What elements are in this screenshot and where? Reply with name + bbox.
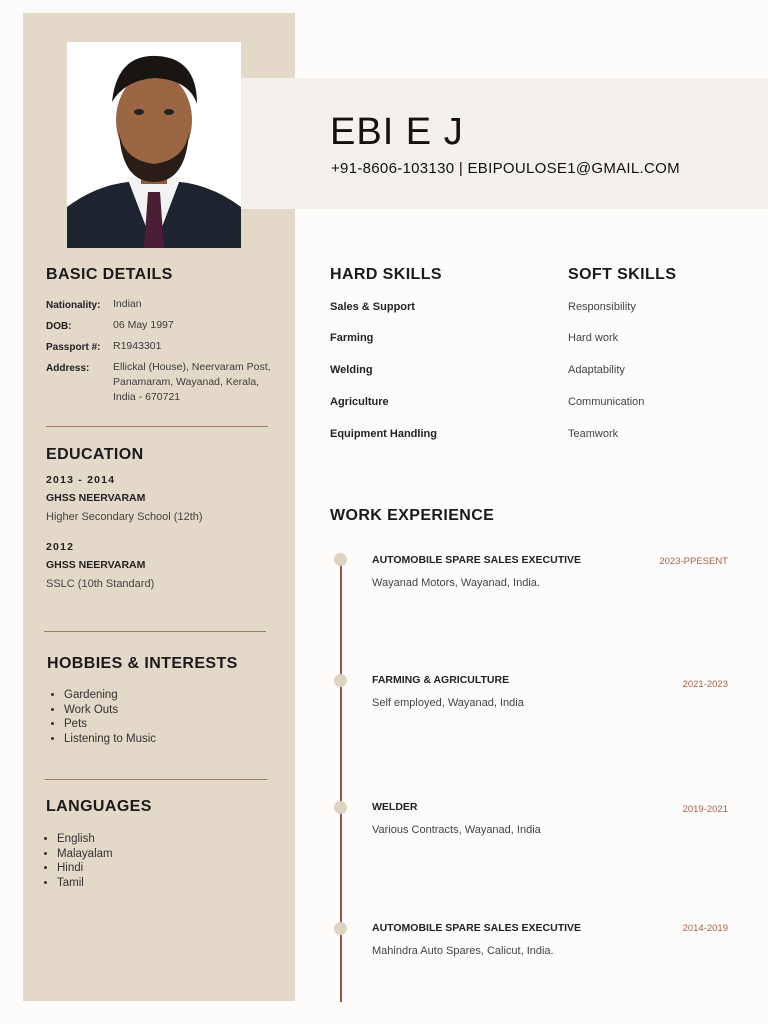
timeline-dot xyxy=(334,922,347,935)
soft-skill-item: Communication xyxy=(568,396,645,408)
education-desc: Higher Secondary School (12th) xyxy=(46,511,203,523)
basic-details-heading: BASIC DETAILS xyxy=(46,266,173,283)
soft-skill-item: Hard work xyxy=(568,332,619,344)
job-date: 2023-PPESENT xyxy=(659,556,728,567)
divider xyxy=(45,779,267,780)
education-year: 2012 xyxy=(46,541,75,553)
address-value: Ellickal (House), Neervaram Post, Panamaram, Wayanad, Kerala, India - 670721 xyxy=(113,361,271,403)
hard-skill-item: Agriculture xyxy=(330,396,389,408)
soft-skill-item: Teamwork xyxy=(568,428,619,440)
education-school: GHSS NEERVARAM xyxy=(46,559,146,571)
passport-value: R1943301 xyxy=(113,340,162,352)
timeline-dot xyxy=(334,801,347,814)
job-title: AUTOMOBILE SPARE SALES EXECUTIVE xyxy=(372,922,582,934)
list-item: • Pets xyxy=(64,717,156,732)
hard-skill-item: Equipment Handling xyxy=(330,428,437,440)
soft-skill-item: Responsibility xyxy=(568,301,636,313)
hobbies-heading: HOBBIES & INTERESTS xyxy=(47,655,238,672)
profile-photo-icon xyxy=(67,42,241,248)
profile-photo xyxy=(67,42,241,248)
nationality-value: Indian xyxy=(113,298,142,310)
list-item: • Gardening xyxy=(64,688,156,703)
job-place: Mahindra Auto Spares, Calicut, India. xyxy=(372,945,554,957)
hobbies-list xyxy=(46,688,156,746)
hard-skill-item: Welding xyxy=(330,364,373,376)
dob-label: DOB: xyxy=(46,321,72,332)
contact-line: +91-8606-103130 | EBIPOULOSE1@GMAIL.COM xyxy=(331,160,680,177)
job-date: 2019-2021 xyxy=(682,804,728,815)
job-date: 2014-2019 xyxy=(682,923,728,934)
work-experience-heading: WORK EXPERIENCE xyxy=(330,507,495,524)
job-place: Various Contracts, Wayanad, India xyxy=(372,824,541,836)
job-title: AUTOMOBILE SPARE SALES EXECUTIVE xyxy=(372,554,582,566)
timeline-dot xyxy=(334,553,347,566)
timeline-line xyxy=(340,562,342,1002)
list-item: • Malayalam xyxy=(57,847,113,862)
list-item: • Hindi xyxy=(57,861,113,876)
candidate-name: EBI E J xyxy=(330,111,464,153)
education-heading: EDUCATION xyxy=(46,446,144,463)
hard-skills-heading: HARD SKILLS xyxy=(330,266,442,283)
nationality-label: Nationality: xyxy=(46,300,101,311)
languages-list xyxy=(39,832,113,890)
hard-skill-item: Farming xyxy=(330,332,374,344)
job-title: WELDER xyxy=(372,801,418,813)
divider xyxy=(44,631,266,632)
job-place: Wayanad Motors, Wayanad, India. xyxy=(372,577,540,589)
education-school: GHSS NEERVARAM xyxy=(46,492,146,504)
divider xyxy=(46,426,268,427)
timeline-dot xyxy=(334,674,347,687)
job-date: 2021-2023 xyxy=(682,679,728,690)
hard-skill-item: Sales & Support xyxy=(330,301,415,313)
passport-label: Passport #: xyxy=(46,342,101,353)
dob-value: 06 May 1997 xyxy=(113,319,174,331)
job-place: Self employed, Wayanad, India xyxy=(372,697,524,709)
soft-skill-item: Adaptability xyxy=(568,364,625,376)
job-title: FARMING & AGRICULTURE xyxy=(372,674,510,686)
languages-heading: LANGUAGES xyxy=(46,798,152,815)
list-item: • English xyxy=(57,832,113,847)
soft-skills-heading: SOFT SKILLS xyxy=(568,266,677,283)
list-item: • Work Outs xyxy=(64,703,156,718)
education-year: 2013 - 2014 xyxy=(46,474,116,486)
list-item: • Tamil xyxy=(57,876,113,891)
list-item: • Listening to Music xyxy=(64,732,156,747)
header-banner xyxy=(241,78,768,209)
education-desc: SSLC (10th Standard) xyxy=(46,578,155,590)
address-label: Address: xyxy=(46,363,90,374)
